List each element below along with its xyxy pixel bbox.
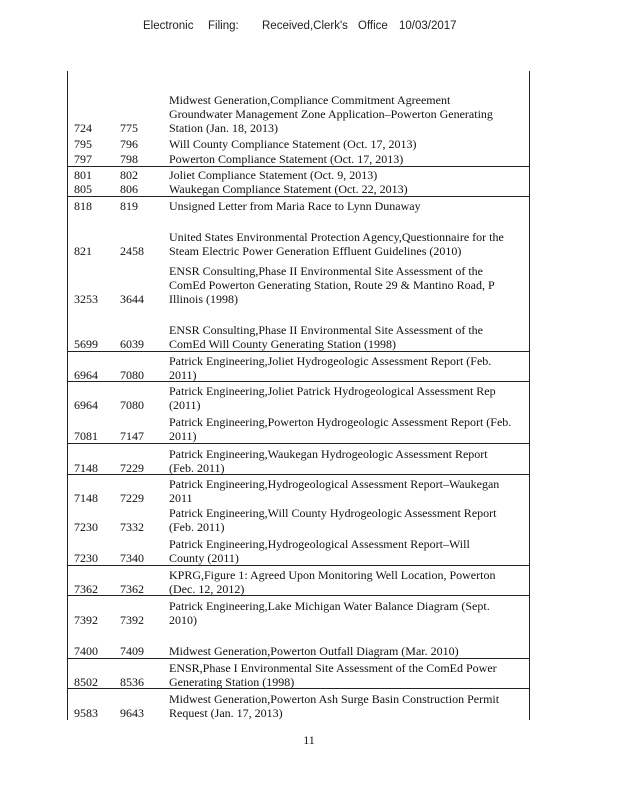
table-row [68, 658, 529, 689]
start-page: 9583 [74, 706, 98, 720]
document-description: ENSR,Phase I Environmental Site Assessment of the ComEd Power Generating Station (1998) [169, 661, 497, 689]
table-row [68, 181, 529, 196]
table-row [68, 306, 529, 351]
start-page: 805 [74, 182, 92, 196]
end-page: 7332 [120, 520, 144, 534]
end-page: 7080 [120, 398, 144, 412]
table-row [68, 258, 529, 306]
end-page: 806 [120, 182, 138, 196]
document-description: Patrick Engineering,Will County Hydrogeologic Assessment Report (Feb. 2011) [169, 506, 497, 534]
end-page: 7229 [120, 461, 144, 475]
exhibit-table [67, 71, 530, 720]
document-description: Will County Compliance Statement (Oct. 17, 2013) [169, 137, 417, 151]
start-page: 797 [74, 152, 92, 166]
end-page: 2458 [120, 244, 144, 258]
table-row [68, 474, 529, 505]
header-received: Received,Clerk's [262, 20, 348, 32]
table-row [68, 626, 529, 658]
end-page: 8536 [120, 675, 144, 689]
document-description: United States Environmental Protection Agency,Questionnaire for the Steam Electric Power Generation Effluent Guidelines (2010) [169, 230, 504, 258]
end-page: 6039 [120, 337, 144, 351]
table-row [68, 534, 529, 565]
header-office: Office [358, 20, 388, 32]
table-row [68, 443, 529, 475]
start-page: 7230 [74, 551, 98, 565]
header-date: 10/03/2017 [399, 20, 457, 32]
table-row [68, 381, 529, 412]
start-page: 795 [74, 137, 92, 151]
header-electronic: Electronic [143, 20, 194, 32]
table-row [68, 565, 529, 596]
document-description: Patrick Engineering,Waukegan Hydrogeologic Assessment Report (Feb. 2011) [169, 447, 488, 475]
end-page: 7147 [120, 429, 144, 443]
start-page: 7362 [74, 582, 98, 596]
start-page: 7392 [74, 613, 98, 627]
document-description: ENSR Consulting,Phase II Environmental Site Assessment of the ComEd Will County Generating Station (1998) [169, 323, 483, 351]
start-page: 7230 [74, 520, 98, 534]
start-page: 7148 [74, 461, 98, 475]
document-description: Patrick Engineering,Joliet Patrick Hydrogeological Assessment Rep (2011) [169, 384, 496, 412]
table-row [68, 166, 529, 182]
document-description: Patrick Engineering,Hydrogeological Assessment Report–Waukegan 2011 [169, 477, 500, 505]
document-description: Patrick Engineering,Powerton Hydrogeologic Assessment Report (Feb. 2011) [169, 415, 512, 443]
end-page: 9643 [120, 706, 144, 720]
document-description: Unsigned Letter from Maria Race to Lynn Dunaway [169, 199, 421, 213]
start-page: 7148 [74, 491, 98, 505]
document-description: Midwest Generation,Compliance Commitment Agreement Groundwater Management Zone Application–Powerton Generating Station (Jan. 18, 2013) [169, 93, 493, 135]
end-page: 7080 [120, 368, 144, 382]
end-page: 7409 [120, 644, 144, 658]
start-page: 3253 [74, 292, 98, 306]
table-row [68, 351, 529, 382]
start-page: 801 [74, 168, 92, 182]
end-page: 796 [120, 137, 138, 151]
document-description: ENSR Consulting,Phase II Environmental Site Assessment of the ComEd Powerton Generating Station, Route 29 & Mantino Road, P Illinois (1998) [169, 264, 495, 306]
start-page: 7400 [74, 644, 98, 658]
table-row [68, 504, 529, 534]
start-page: 818 [74, 199, 92, 213]
end-page: 7340 [120, 551, 144, 565]
table-row [68, 595, 529, 627]
end-page: 802 [120, 168, 138, 182]
document-description: Midwest Generation,Powerton Outfall Diagram (Mar. 2010) [169, 644, 459, 658]
end-page: 819 [120, 199, 138, 213]
end-page: 3644 [120, 292, 144, 306]
table-row [68, 411, 529, 443]
header-filing: Filing: [208, 20, 239, 32]
table-row [68, 688, 529, 720]
end-page: 7362 [120, 582, 144, 596]
page-number: 11 [303, 733, 315, 747]
table-row [68, 212, 529, 258]
document-description: KPRG,Figure 1: Agreed Upon Monitoring Well Location, Powerton (Dec. 12, 2012) [169, 568, 496, 596]
document-description: Powerton Compliance Statement (Oct. 17, 2013) [169, 152, 404, 166]
start-page: 821 [74, 244, 92, 258]
end-page: 775 [120, 121, 138, 135]
table-row [68, 196, 529, 213]
start-page: 6964 [74, 398, 98, 412]
document-description: Joliet Compliance Statement (Oct. 9, 2013) [169, 168, 378, 182]
table-row [68, 71, 529, 135]
document-description: Waukegan Compliance Statement (Oct. 22, 2013) [169, 182, 408, 196]
start-page: 6964 [74, 368, 98, 382]
start-page: 724 [74, 121, 92, 135]
document-description: Patrick Engineering,Lake Michigan Water Balance Diagram (Sept. 2010) [169, 599, 490, 627]
document-description: Patrick Engineering,Joliet Hydrogeologic Assessment Report (Feb. 2011) [169, 354, 492, 382]
table-row [68, 135, 529, 151]
document-description: Midwest Generation,Powerton Ash Surge Basin Construction Permit Request (Jan. 17, 2013) [169, 692, 500, 720]
start-page: 7081 [74, 429, 98, 443]
table-row [68, 151, 529, 166]
end-page: 7229 [120, 491, 144, 505]
document-description: Patrick Engineering,Hydrogeological Assessment Report–Will County (2011) [169, 537, 470, 565]
end-page: 798 [120, 152, 138, 166]
end-page: 7392 [120, 613, 144, 627]
start-page: 8502 [74, 675, 98, 689]
start-page: 5699 [74, 337, 98, 351]
filing-stamp-header [0, 20, 618, 36]
